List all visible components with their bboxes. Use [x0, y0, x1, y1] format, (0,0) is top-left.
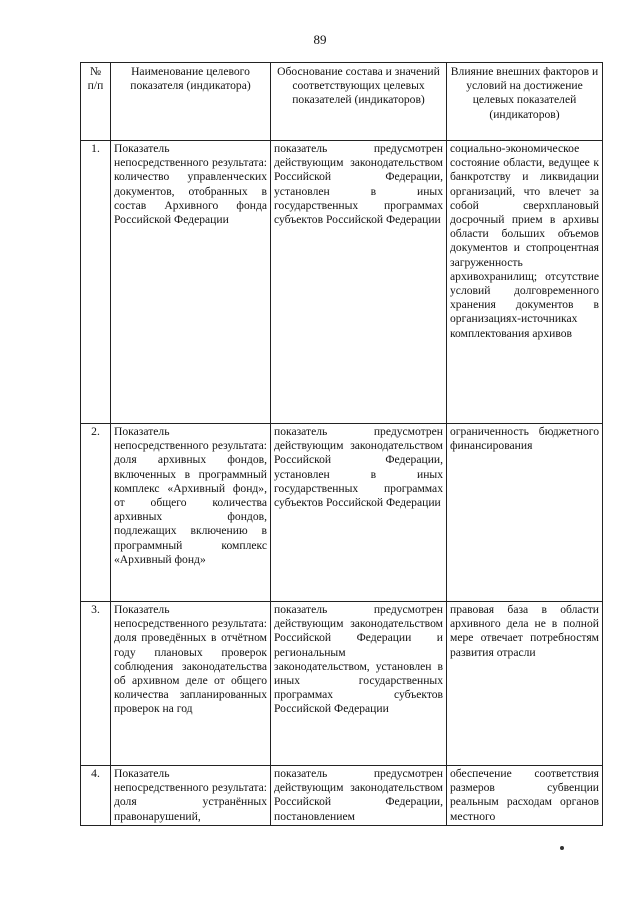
row-number: 2. — [81, 424, 111, 602]
indicator-name-cell: Показатель непосредственного результата: доля архивных фондов, включенных в программный комплекс «Архивный фонд», от общего количества архивных фондов, подлежащих включению в программный комплекс «Архивный фонд» — [111, 424, 271, 602]
row-number: 4. — [81, 766, 111, 826]
header-indicator-name: Наименование целевого показателя (индикатора) — [111, 63, 271, 141]
table-header-row — [81, 63, 603, 141]
indicator-name-cell: Показатель непосредственного результата: доля устранённых правонарушений, — [111, 766, 271, 826]
indicators-table — [80, 62, 603, 826]
scan-mark — [560, 846, 564, 850]
basis-cell: показатель предусмотрен действующим законодательством Российской Федерации и региональным законодательством, установлен в иных государственных программах субъектов Российской Федерации — [271, 602, 447, 766]
indicator-name-cell: Показатель непосредственного результата: количество управленческих документов, отобранных в состав Архивного фонда Российской Федерации — [111, 141, 271, 424]
table-row — [81, 602, 603, 766]
row-number: 3. — [81, 602, 111, 766]
basis-cell: показатель предусмотрен действующим законодательством Российской Федерации, установлен в иных государственных программах субъектов Российской Федерации — [271, 424, 447, 602]
basis-cell: показатель предусмотрен действующим законодательством Российской Федерации, установлен в иных государственных программах субъектов Российской Федерации — [271, 141, 447, 424]
influence-cell: ограниченность бюджетного финансирования — [447, 424, 603, 602]
basis-cell: показатель предусмотрен действующим законодательством Российской Федерации, постановлением — [271, 766, 447, 826]
influence-cell: социально-экономическое состояние области, ведущее к банкротству и ликвидации организаций, что влечет за собой сверхплановый досрочный прием в архивы области больших объемов документов и стопроцентная загруженность архивохранилищ; отсутствие условий долговременного хранения документов в организациях-источниках комплектования архивов — [447, 141, 603, 424]
header-basis: Обоснование состава и значений соответствующих целевых показателей (индикаторов) — [271, 63, 447, 141]
header-external-influence: Влияние внешних факторов и условий на достижение целевых показателей (индикаторов) — [447, 63, 603, 141]
table-row — [81, 424, 603, 602]
header-number: № п/п — [81, 63, 111, 141]
table-row — [81, 141, 603, 424]
table-row — [81, 766, 603, 826]
page-number: 89 — [313, 32, 327, 47]
influence-cell: обеспечение соответствия размеров субвенции реальным расходам органов местного — [447, 766, 603, 826]
influence-cell: правовая база в области архивного дела не в полной мере отвечает потребностям развития отрасли — [447, 602, 603, 766]
indicator-name-cell: Показатель непосредственного результата: доля проведённых в отчётном году плановых проверок соблюдения законодательства об архивном деле от общего количества запланированных проверок на год — [111, 602, 271, 766]
row-number: 1. — [81, 141, 111, 424]
